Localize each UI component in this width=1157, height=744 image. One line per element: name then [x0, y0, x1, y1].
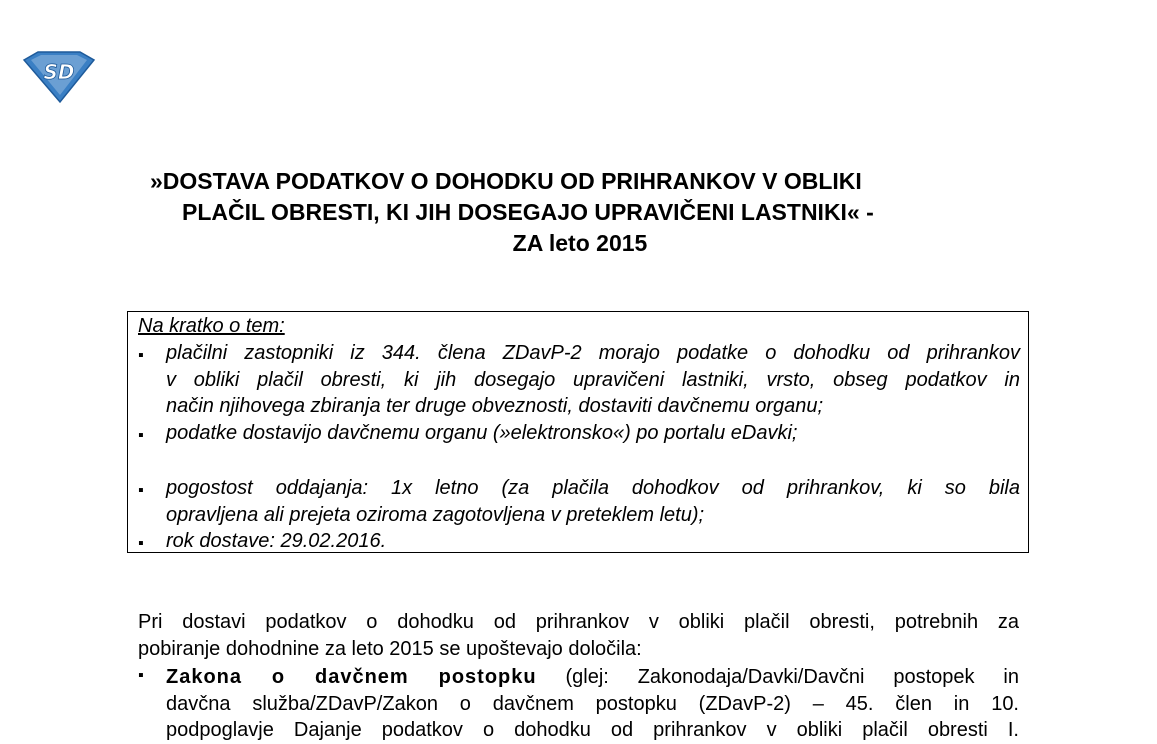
summary-item-2 [166, 420, 1020, 447]
bullet-icon: ▪ [138, 427, 144, 444]
summary-heading: Na kratko o tem: [138, 315, 285, 337]
summary-item-4 [166, 528, 1020, 555]
law-item [166, 664, 1019, 744]
bullet-icon: ▪ [138, 535, 144, 552]
intro-paragraph [138, 609, 1019, 662]
summary-item-3-line-2: opravljena ali prejeta oziroma zagotovljena v preteklem letu); [166, 503, 705, 526]
summary-item-3-line-1: pogostost oddajanja: 1x letno (za plačila dohodkov od prihrankov, ki so bila [166, 477, 1020, 499]
summary-item-1 [166, 340, 1020, 420]
law-item-line-1-rest: (glej: Zakonodaja/Davki/Davčni postopek in [536, 666, 1019, 688]
summary-item-1-line-2: v obliki plačil obresti, ki jih dosegajo upravičeni lastniki, vrsto, obseg podatkov in [166, 368, 1020, 391]
title-line-3: ZA leto 2015 [512, 230, 648, 256]
sd-shield-logo-icon [22, 50, 96, 104]
law-item-line-2: davčna služba/ZDavP/Zakon o davčnem postopku (ZDavP-2) – 45. člen in 10. [166, 692, 1019, 715]
law-name: Zakona o davčnem postopku [166, 666, 537, 688]
document-title [150, 166, 1010, 259]
summary-item-1-line-3: način njihovega zbiranja ter druge obveznosti, dostaviti davčnemu organu; [166, 395, 824, 417]
title-line-2: PLAČIL OBRESTI, KI JIH DOSEGAJO UPRAVIČENI LASTNIKI« - [182, 199, 874, 225]
law-item-line-1 [166, 664, 1019, 691]
law-item-line-3: podpoglavje Dajanje podatkov o dohodku od prihrankov v obliki plačil obresti I. [166, 719, 1019, 741]
summary-item-2-line-1: podatke dostavijo davčnemu organu (»elektronsko«) po portalu eDavki; [166, 422, 798, 444]
bullet-icon: ▪ [138, 347, 144, 364]
summary-box [127, 311, 1029, 553]
intro-line-2: pobiranje dohodnine za leto 2015 se upoštevajo določila: [138, 637, 642, 660]
bullet-icon: ▪ [138, 482, 144, 499]
summary-item-3 [166, 475, 1020, 528]
summary-item-1-line-1: plačilni zastopniki iz 344. člena ZDavP-2 morajo podatke o dohodku od prihrankov [166, 342, 1020, 364]
logo-text: SD [43, 60, 75, 84]
intro-line-1: Pri dostavi podatkov o dohodku od prihrankov v obliki plačil obresti, potrebnih za [138, 611, 1019, 633]
bullet-icon: ▪ [138, 667, 144, 684]
summary-item-4-line-1: rok dostave: 29.02.2016. [166, 530, 387, 552]
title-line-1: »DOSTAVA PODATKOV O DOHODKU OD PRIHRANKOV V OBLIKI [150, 168, 862, 194]
